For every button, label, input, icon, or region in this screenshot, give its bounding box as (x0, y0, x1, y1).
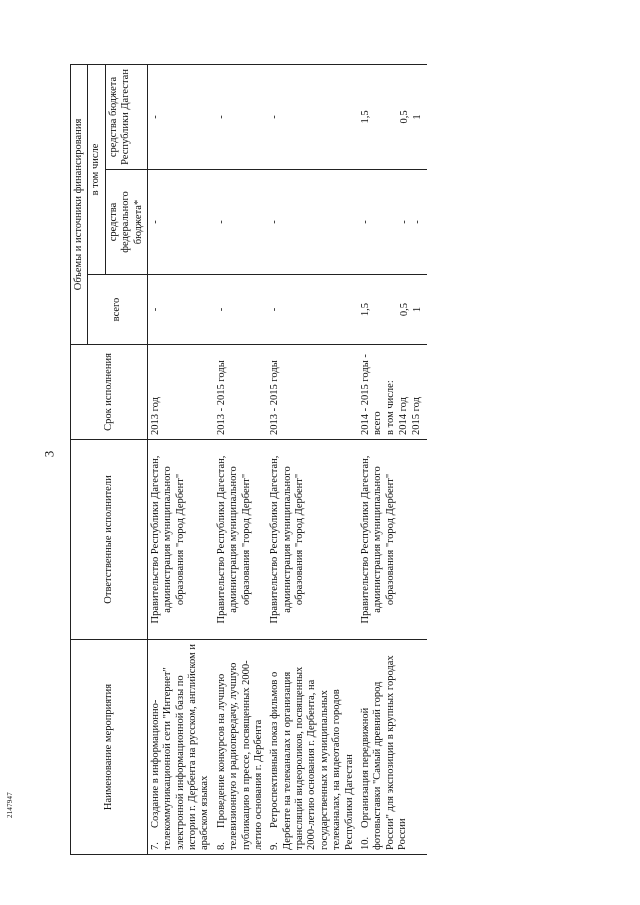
republic-value: - (269, 115, 281, 119)
federal-value: - (411, 220, 423, 224)
federal-value: - (149, 220, 161, 224)
term-line: 2013 - 2015 годы (215, 360, 227, 435)
header-name: Наименование мероприятия (71, 640, 148, 855)
total-value: 1 (411, 306, 423, 313)
header-including: в том числе (88, 64, 105, 274)
row-term (267, 345, 358, 440)
row-executors: Правительство Республики Дагестан, администрация муниципального образования "город Дербент" (267, 440, 358, 640)
row-republic (214, 64, 268, 169)
row-term (358, 345, 427, 440)
republic-value: - (149, 115, 161, 119)
federal-value: - (269, 220, 281, 224)
header-executors: Ответственные исполнители (71, 440, 148, 640)
row-name: Создание в информационно-телекоммуникационной сети "Интернет" электронной информационной базы по истории г. Дербента на русском, английском и арабском языках (149, 644, 211, 850)
row-federal (358, 170, 427, 275)
header-total: всего (88, 275, 148, 345)
spacer (386, 279, 399, 340)
header-funding: Объемы и источники финансирования (71, 64, 88, 344)
term-line: в том числе: (384, 380, 396, 435)
spacer (386, 69, 399, 165)
republic-value: 1 (411, 114, 423, 120)
row-executors: Правительство Республики Дагестан, администрация муниципального образования "город Дербент" (147, 440, 213, 640)
document-id: 2147947 (6, 792, 14, 818)
row-number: 10. (359, 836, 371, 850)
row-executors: Правительство Республики Дагестан, администрация муниципального образования "город Дербент" (358, 440, 427, 640)
row-federal (214, 170, 268, 275)
term-line: 2014 год (397, 397, 409, 435)
federal-value: - (215, 220, 227, 224)
row-name: Организация передвижной фотовыставки "Самый древний город России" для экспозиции в крупных городах России (359, 655, 408, 850)
row-total (214, 275, 268, 345)
table-row (358, 64, 427, 854)
row-federal (147, 170, 213, 275)
total-value: 1,5 (359, 302, 371, 317)
row-name-cell (267, 640, 358, 855)
row-total (358, 275, 427, 345)
row-total (147, 275, 213, 345)
row-republic (147, 64, 213, 169)
page-number: 3 (41, 450, 57, 458)
term-line: 2014 - 2015 годы - всего (359, 354, 384, 435)
row-name-cell (358, 640, 427, 855)
row-name: Ретроспективный показ фильмов о Дербенте на телеканалах и организация трансляций видеороликов, посвященных 2000-летию основания г. Дербента, на государственных и муниципальных телеканалах, на видеотабло городов Республики Дагестан (269, 666, 355, 850)
term-line: 2015 год (410, 397, 422, 435)
total-value: - (215, 307, 227, 312)
header-republic: средства бюджета Республики Дагестан (105, 64, 147, 169)
federal-value: - (359, 220, 371, 224)
total-value: - (269, 307, 281, 312)
row-term (214, 345, 268, 440)
spacer (386, 174, 399, 270)
table-row (214, 64, 268, 854)
total-value: - (149, 307, 161, 312)
row-republic (358, 64, 427, 169)
row-term (147, 345, 213, 440)
row-executors: Правительство Республики Дагестан, администрация муниципального образования "город Дербент" (214, 440, 268, 640)
row-number: 8. (215, 842, 227, 850)
federal-value: - (398, 220, 410, 224)
table-row (147, 64, 213, 854)
header-term: Срок исполнения (71, 345, 148, 440)
row-number: 7. (149, 842, 161, 850)
term-line: 2013 - 2015 годы (269, 360, 281, 435)
republic-value: 0,5 (398, 110, 410, 124)
row-name-cell (214, 640, 268, 855)
row-name-cell (147, 640, 213, 855)
row-number: 9. (269, 842, 281, 850)
row-republic (267, 64, 358, 169)
republic-value: 1,5 (359, 110, 371, 124)
term-line: 2013 год (149, 397, 161, 435)
spacer (373, 69, 386, 165)
row-name: Проведение конкурсов на лучшую телевизионную и радиопередачу, лучшую публикацию в прессе, посвященных 2000-летию основания г. Дербента (215, 660, 264, 850)
table-row (267, 64, 358, 854)
header-federal: средства федерального бюджета* (105, 170, 147, 275)
spacer (373, 174, 386, 270)
measures-table (70, 64, 427, 855)
table-body (147, 64, 427, 854)
republic-value: - (215, 115, 227, 119)
total-value: 0,5 (398, 302, 410, 317)
row-federal (267, 170, 358, 275)
spacer (373, 279, 386, 340)
row-total (267, 275, 358, 345)
rotated-page (70, 65, 590, 855)
